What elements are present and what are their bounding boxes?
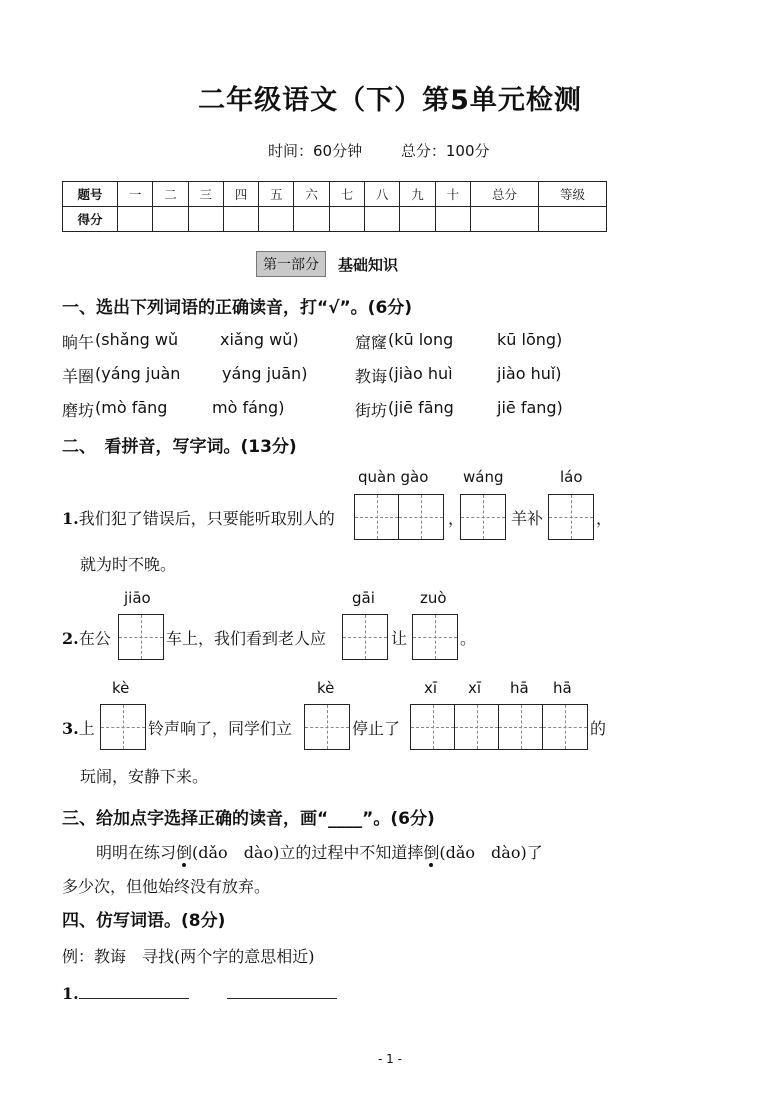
- section2-heading: 二、 看拼音，写字词。(13分): [62, 437, 297, 457]
- score-cell[interactable]: [294, 207, 329, 232]
- tianzige-box[interactable]: [100, 704, 146, 750]
- section3-heading: 三、给加点字选择正确的读音，画“____”。(6分): [62, 809, 435, 829]
- punct: ，: [596, 509, 613, 528]
- part-name: 基础知识: [338, 255, 399, 274]
- score-table-header-row: [63, 182, 607, 207]
- s1-option-b[interactable]: yáng juān): [222, 364, 308, 383]
- question-text: 就为时不晚。: [80, 555, 177, 574]
- tianzige-box[interactable]: [354, 494, 444, 540]
- score-cell[interactable]: [400, 207, 435, 232]
- punct: ，: [448, 509, 465, 528]
- section1-heading: 一、选出下列词语的正确读音，打“√”。(6分): [62, 298, 413, 318]
- score-table-row-label: 得分: [63, 207, 118, 232]
- page-number: - 1 -: [378, 1052, 402, 1066]
- exam-time: 时间：60分钟: [268, 142, 363, 160]
- score-cell[interactable]: [365, 207, 400, 232]
- s1-word: 街坊: [355, 401, 388, 420]
- s1-word: 窟窿: [355, 333, 388, 352]
- s1-option-b[interactable]: jiē fang): [497, 398, 563, 417]
- score-cell[interactable]: [188, 207, 223, 232]
- s1-word: 晌午: [62, 333, 95, 352]
- question-text: 上: [78, 719, 95, 738]
- score-table-col: 一: [118, 182, 153, 207]
- question-number: 2.: [62, 629, 79, 648]
- score-table-score-row: [63, 207, 607, 232]
- s1-word: 羊圈: [62, 367, 95, 386]
- tianzige-box[interactable]: [304, 704, 350, 750]
- score-cell[interactable]: [329, 207, 364, 232]
- answer-blank[interactable]: [79, 982, 189, 999]
- tianzige-box[interactable]: [410, 704, 588, 750]
- part-header: [256, 251, 398, 277]
- exam-total: 总分：100分: [400, 142, 490, 160]
- score-table-col: 等级: [538, 182, 606, 207]
- question-text: 停止了: [352, 719, 401, 738]
- score-cell[interactable]: [153, 207, 188, 232]
- s1-option-a[interactable]: (kū long: [388, 330, 454, 349]
- question-text: 明明在练习: [96, 843, 177, 862]
- question-line: [62, 626, 111, 649]
- s1-option-b[interactable]: jiào huǐ): [497, 364, 562, 383]
- pinyin: xī: [468, 679, 482, 697]
- question-number: 1.: [62, 509, 79, 528]
- s1-option-a[interactable]: (jiào huì: [388, 364, 453, 383]
- score-cell[interactable]: [538, 207, 606, 232]
- question-line: [62, 716, 95, 739]
- reading-options[interactable]: (dǎo dào)立的过程中不知道摔: [192, 843, 424, 862]
- pinyin: hā: [553, 679, 572, 697]
- pinyin: wáng: [463, 468, 504, 486]
- exam-meta: [268, 140, 524, 161]
- section3-line1: [96, 840, 543, 863]
- score-cell[interactable]: [223, 207, 258, 232]
- s1-option-a[interactable]: (yáng juàn: [95, 364, 181, 383]
- page-title: 二年级语文（下）第5单元检测: [198, 85, 582, 116]
- question-number: 3.: [62, 719, 79, 738]
- pinyin: kè: [317, 679, 335, 697]
- s1-option-a[interactable]: (mò fāng: [95, 398, 168, 417]
- question-text: 玩闹，安静下来。: [80, 767, 209, 786]
- section4-q1: [62, 982, 337, 1003]
- pinyin: quàn gào: [358, 468, 429, 486]
- section4-heading: 四、仿写词语。(8分): [62, 911, 226, 931]
- score-table-col: 二: [153, 182, 188, 207]
- question-line: [62, 506, 335, 529]
- dotted-char: 倒: [176, 843, 193, 862]
- question-text: 车上，我们看到老人应: [166, 629, 327, 648]
- pinyin: láo: [560, 468, 583, 486]
- pinyin: gāi: [352, 589, 375, 607]
- reading-options[interactable]: (dǎo dào)了: [439, 843, 543, 862]
- score-table-col: 十: [435, 182, 470, 207]
- score-table-col: 八: [365, 182, 400, 207]
- score-cell[interactable]: [118, 207, 153, 232]
- question-number: 1.: [62, 984, 79, 1003]
- tianzige-box[interactable]: [548, 494, 594, 540]
- s1-word: 教诲: [355, 367, 388, 386]
- score-table-col: 三: [188, 182, 223, 207]
- score-table-col: 七: [329, 182, 364, 207]
- score-table-row-label: 题号: [63, 182, 118, 207]
- s1-option-b[interactable]: kū lōng): [497, 330, 563, 349]
- score-table-col: 总分: [470, 182, 538, 207]
- section4-example: 例：教诲 寻找(两个字的意思相近): [62, 947, 315, 966]
- s1-option-b[interactable]: mò fáng): [212, 398, 285, 417]
- question-text: 我们犯了错误后，只要能听取别人的: [78, 509, 335, 528]
- tianzige-box[interactable]: [460, 494, 506, 540]
- question-text: 铃声响了，同学们立: [148, 719, 293, 738]
- answer-blank[interactable]: [227, 982, 337, 999]
- part-badge: 第一部分: [256, 251, 326, 277]
- tianzige-box[interactable]: [342, 614, 388, 660]
- pinyin: jiāo: [124, 589, 151, 607]
- pinyin: xī: [424, 679, 438, 697]
- question-text: 让: [391, 629, 408, 648]
- score-cell[interactable]: [435, 207, 470, 232]
- dotted-char: 倒: [423, 843, 440, 862]
- punct: 。: [460, 629, 477, 648]
- score-table: [62, 181, 607, 232]
- s1-word: 磨坊: [62, 401, 95, 420]
- tianzige-box[interactable]: [412, 614, 458, 660]
- pinyin: zuò: [420, 589, 447, 607]
- s1-option-a[interactable]: (jiē fāng: [388, 398, 454, 417]
- s1-option-b[interactable]: xiǎng wǔ): [220, 330, 299, 349]
- score-table-col: 九: [400, 182, 435, 207]
- score-table-col: 四: [223, 182, 258, 207]
- question-text: 羊补: [511, 509, 544, 528]
- pinyin: hā: [510, 679, 529, 697]
- score-table-col: 五: [259, 182, 294, 207]
- score-cell[interactable]: [470, 207, 538, 232]
- question-text: 的: [590, 719, 607, 738]
- score-table-col: 六: [294, 182, 329, 207]
- s1-option-a[interactable]: (shǎng wǔ: [95, 330, 179, 349]
- question-text: 在公: [78, 629, 111, 648]
- section3-line2: 多少次，但他始终没有放弃。: [62, 877, 271, 896]
- tianzige-box[interactable]: [118, 614, 164, 660]
- pinyin: kè: [112, 679, 130, 697]
- score-cell[interactable]: [259, 207, 294, 232]
